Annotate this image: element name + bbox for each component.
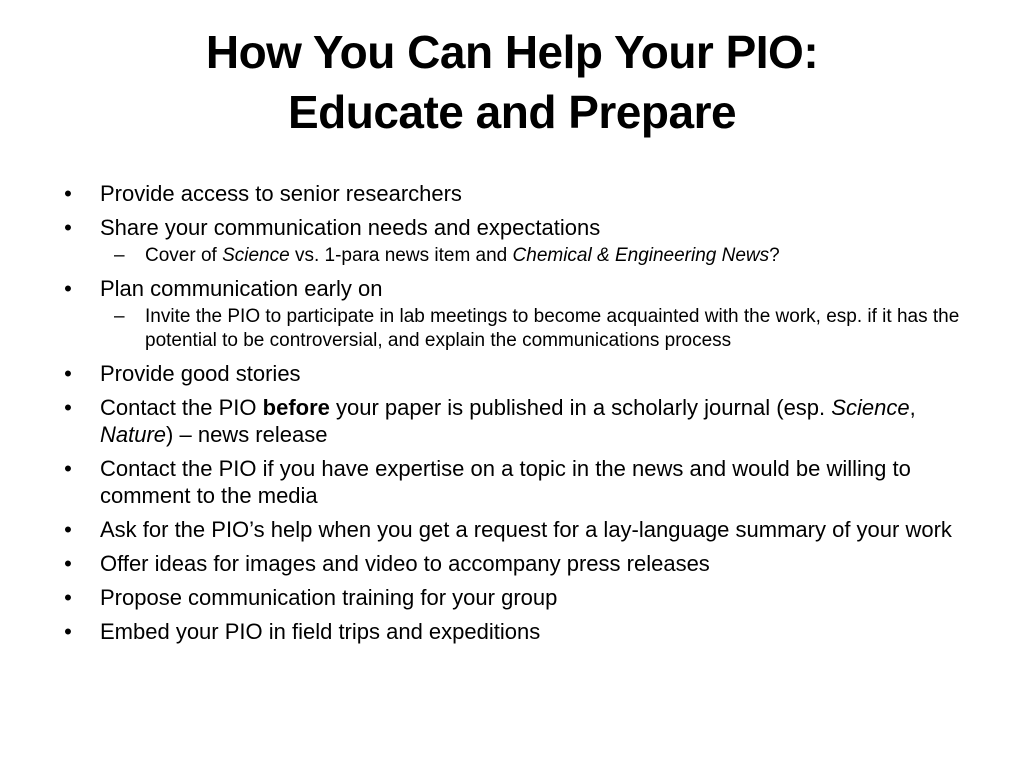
slide-title [60, 22, 964, 142]
bullet-item [58, 550, 968, 577]
bullet-text: Plan communication early on [100, 276, 383, 301]
bullet-text: Contact the PIO if you have expertise on a topic in the news and would be willing to comment to the media [100, 456, 911, 508]
bullet-text: Embed your PIO in field trips and expeditions [100, 619, 541, 644]
bullet-item [58, 275, 968, 302]
sub-bullet-item [58, 305, 968, 353]
bullet-dot: • [64, 517, 72, 542]
bullet-text: Provide access to senior researchers [100, 181, 462, 206]
bullet-text: Provide good stories [100, 361, 301, 386]
sub-bullet-text [145, 245, 780, 266]
sub-bullet-dash: – [114, 306, 125, 327]
italic-journal-name: Science [831, 395, 910, 420]
bullet-item [58, 584, 968, 611]
text-run: ? [769, 245, 780, 266]
sub-bullet-dash: – [114, 245, 125, 266]
bullet-item [58, 214, 968, 241]
bullet-item [58, 180, 968, 207]
italic-journal-name: Science [222, 245, 290, 266]
bullet-dot: • [64, 551, 72, 576]
sub-bullet-text: Invite the PIO to participate in lab meetings to become acquainted with the work, esp. if it has the potential to be controversial, and explain the communications process [145, 306, 960, 351]
bullet-item [58, 618, 968, 645]
title-line-1: How You Can Help Your PIO: [205, 26, 819, 78]
bullet-dot: • [64, 456, 72, 481]
bullet-dot: • [64, 276, 72, 301]
text-run: , [909, 395, 916, 420]
text-run: vs. 1-para news item and [289, 245, 513, 266]
bullet-item [58, 394, 968, 448]
bullet-dot: • [64, 395, 72, 420]
text-run: Contact the PIO [100, 395, 263, 420]
bullet-item [58, 360, 968, 387]
bold-emphasis: before [262, 395, 330, 420]
bullet-dot: • [64, 215, 72, 240]
bullet-list [58, 180, 968, 652]
bullet-item [58, 455, 968, 509]
bullet-text: Offer ideas for images and video to accompany press releases [100, 551, 710, 576]
bullet-dot: • [64, 619, 72, 644]
sub-bullet-item [58, 244, 968, 268]
bullet-text: Propose communication training for your group [100, 585, 558, 610]
italic-journal-name: Chemical & Engineering News [512, 245, 770, 266]
italic-journal-name: Nature [100, 422, 167, 447]
bullet-text [100, 395, 916, 447]
bullet-item [58, 516, 968, 543]
bullet-dot: • [64, 585, 72, 610]
text-run: Cover of [145, 245, 223, 266]
title-line-2: Educate and Prepare [287, 86, 737, 138]
text-run: your paper is published in a scholarly journal (esp. [329, 395, 832, 420]
bullet-dot: • [64, 361, 72, 386]
bullet-dot: • [64, 181, 72, 206]
text-run: ) – news release [166, 422, 328, 447]
bullet-text: Ask for the PIO’s help when you get a request for a lay-language summary of your work [100, 517, 952, 542]
bullet-text: Share your communication needs and expectations [100, 215, 601, 240]
